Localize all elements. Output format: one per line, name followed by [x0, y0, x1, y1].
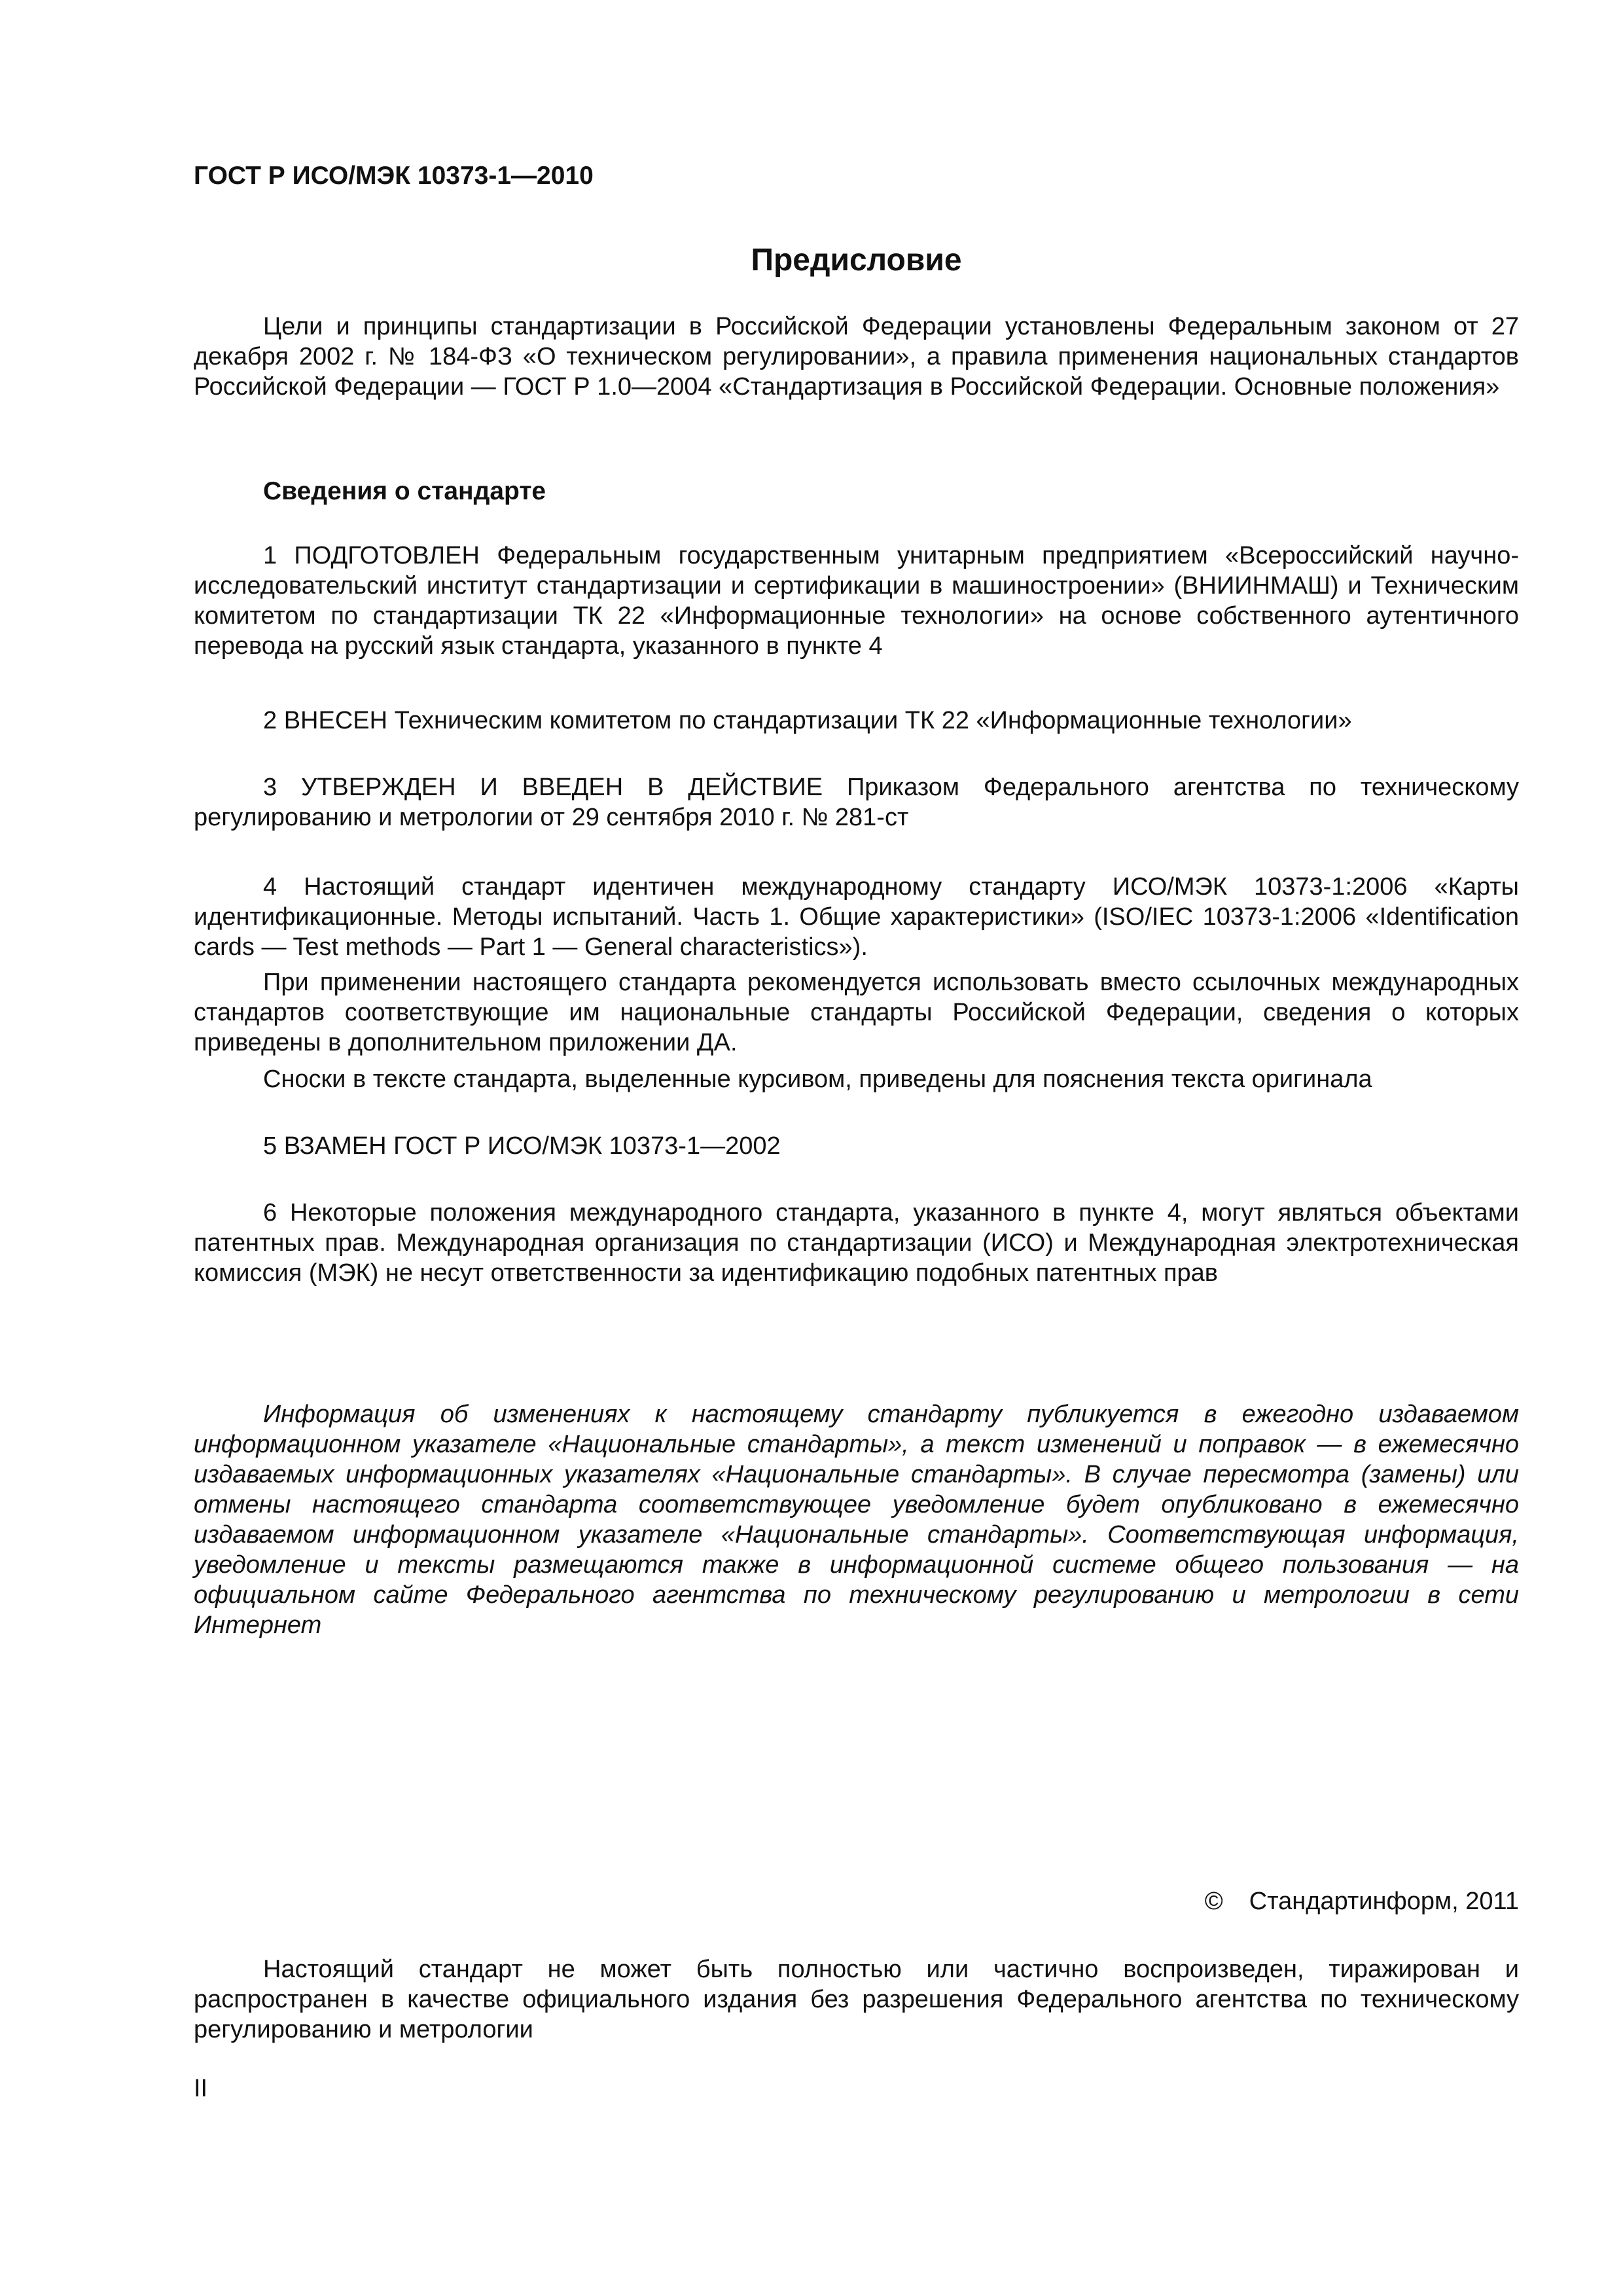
page-title: Предисловие [751, 243, 962, 278]
reproduction-restriction-paragraph: Настоящий стандарт не может быть полностью или частично воспроизведен, тиражирован и распространен в качестве официального издания без разрешения Федерального агентства по техническому регулированию и метрологии [194, 1956, 1519, 2043]
copyright-line [1205, 1885, 1519, 1918]
item-4-recommendation-paragraph: При применении настоящего стандарта рекомендуется использовать вместо ссылочных международных стандартов соответствующие им национальные стандарты Российской Федерации, сведения о которых приведены в дополнительном приложении ДА. [194, 969, 1519, 1056]
document-code: ГОСТ Р ИСО/МЭК 10373-1—2010 [194, 162, 594, 190]
item-6-paragraph: 6 Некоторые положения международного стандарта, указанного в пункте 4, могут являться объектами патентных прав. Международная организация по стандартизации (ИСО) и Международная электротехническая комиссия (МЭК) не несут ответственности за идентификацию подобных патентных прав [194, 1199, 1519, 1287]
item-4-footnote-paragraph: Сноски в тексте стандарта, выделенные курсивом, приведены для пояснения текста оригинала [263, 1066, 1372, 1093]
copyright-text: Стандартинформ, 2011 [1249, 1888, 1519, 1915]
item-4-paragraph: 4 Настоящий стандарт идентичен международному стандарту ИСО/МЭК 10373-1:2006 «Карты идентификационные. Методы испытаний. Часть 1. Общие характеристики» (ISO/IEC 10373-1:2006 «Identification cards — Test methods — Part 1 — General characteristics»). [194, 873, 1519, 961]
page-number: II [194, 2075, 208, 2102]
section-heading: Сведения о стандарте [263, 477, 546, 505]
copyright-icon: © [1204, 1888, 1223, 1915]
item-1-paragraph: 1 ПОДГОТОВЛЕН Федеральным государственным унитарным предприятием «Всероссийский научно-исследовательский институт стандартизации и сертификации в машиностроении» (ВНИИНМАШ) и Техническим комитетом по стандартизации ТК 22 «Информационные технологии» на основе собственного аутентичного перевода на русский язык стандарта, указанного в пункте 4 [194, 542, 1519, 660]
item-2-paragraph: 2 ВНЕСЕН Техническим комитетом по стандартизации ТК 22 «Информационные технологии» [263, 707, 1352, 734]
item-3-paragraph: 3 УТВЕРЖДЕН И ВВЕДЕН В ДЕЙСТВИЕ Приказом Федерального агентства по техническому регулированию и метрологии от 29 сентября 2010 г. № 281-ст [194, 774, 1519, 831]
changes-notice-paragraph: Информация об изменениях к настоящему стандарту публикуется в ежегодно издаваемом информационном указателе «Национальные стандарты», а текст изменений и поправок — в ежемесячно издаваемых информационных указателях «Национальные стандарты». В случае пересмотра (замены) или отмены настоящего стандарта соответствующее уведомление будет опубликовано в ежемесячно издаваемом информационном указателе «Национальные стандарты». Соответствующая информация, уведомление и тексты размещаются также в информационной системе общего пользования — на официальном сайте Федерального агентства по техническому регулированию и метрологии в сети Интернет [194, 1401, 1519, 1639]
item-5-paragraph: 5 ВЗАМЕН ГОСТ Р ИСО/МЭК 10373-1—2002 [263, 1132, 781, 1160]
intro-paragraph: Цели и принципы стандартизации в Российской Федерации установлены Федеральным законом от 27 декабря 2002 г. № 184-ФЗ «О техническом регулировании», а правила применения национальных стандартов Российской Федерации — ГОСТ Р 1.0—2004 «Стандартизация в Российской Федерации. Основные положения» [194, 313, 1519, 401]
